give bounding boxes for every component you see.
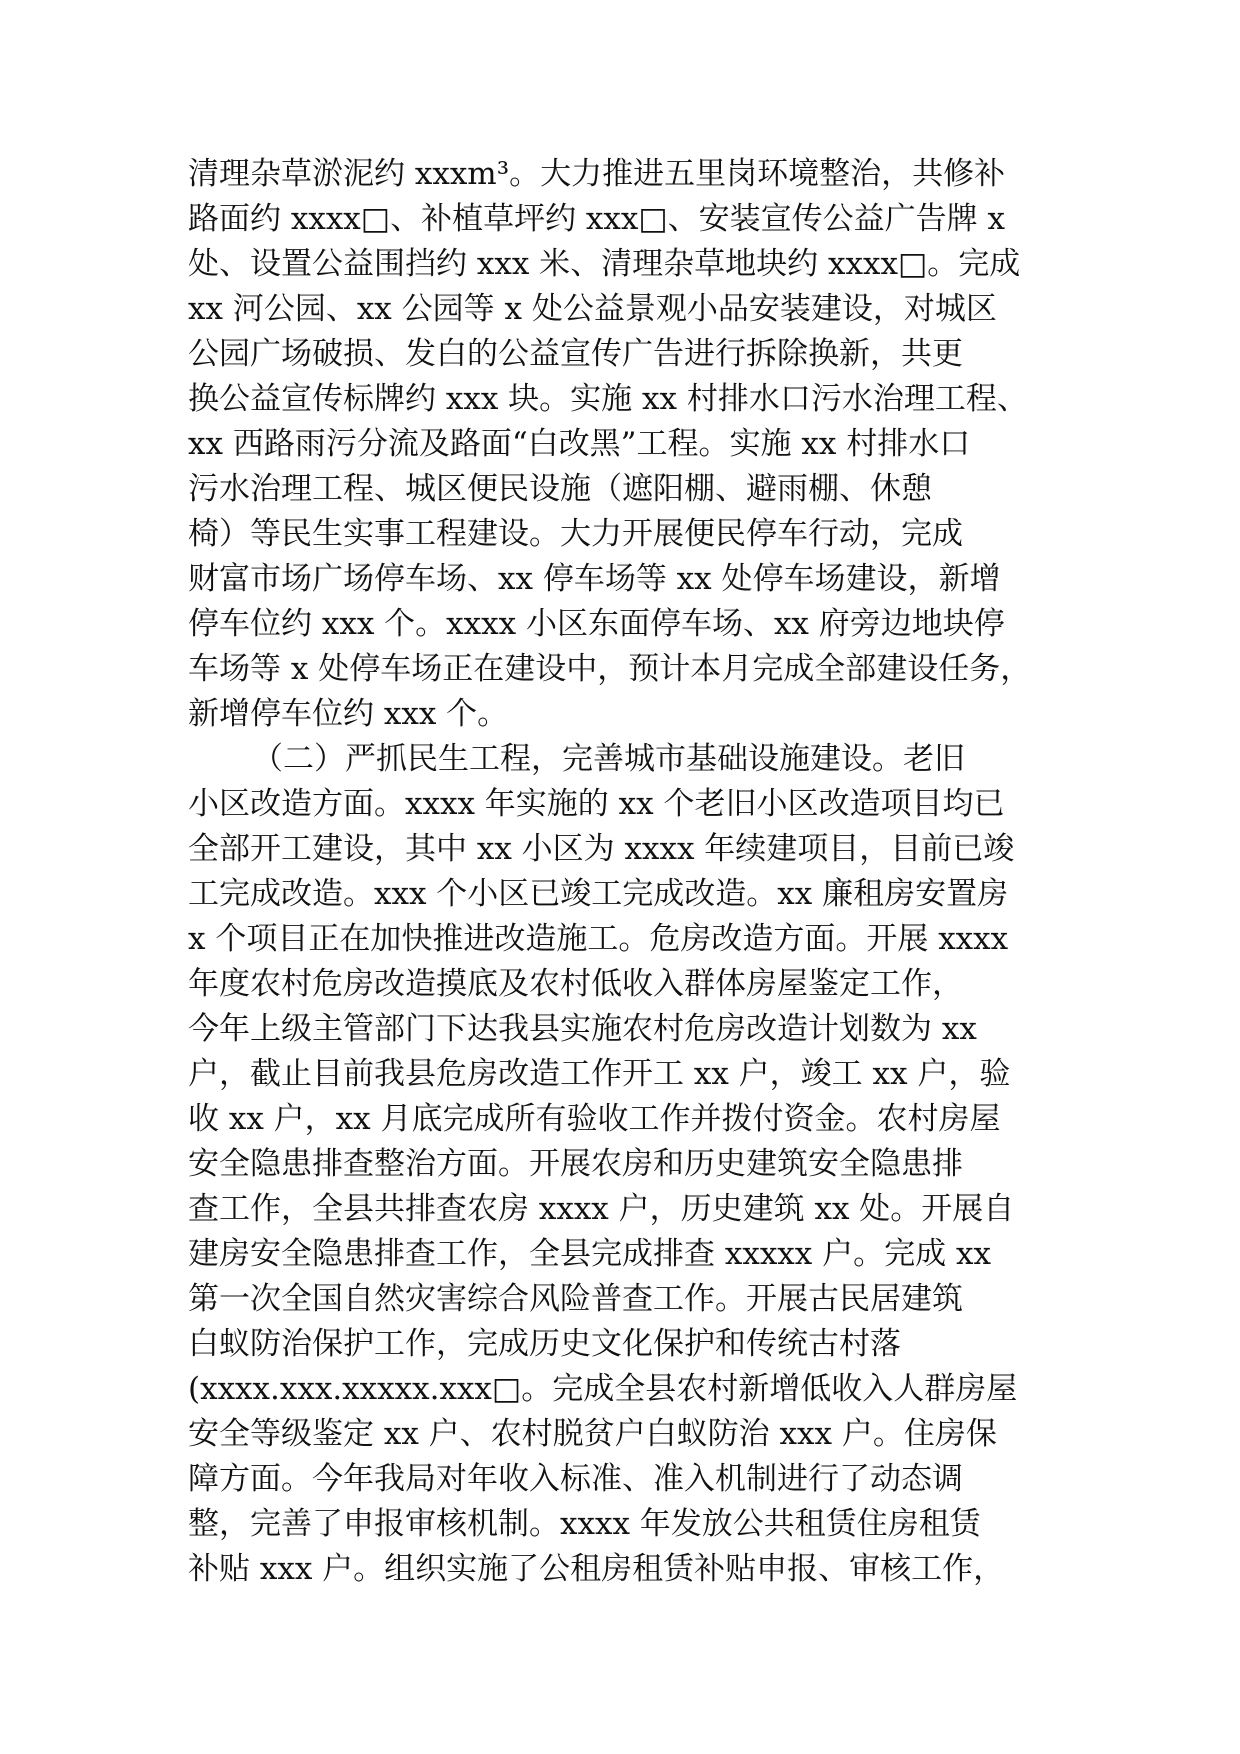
text-line: 车场等 x 处停车场正在建设中，预计本月完成全部建设任务， xyxy=(188,651,1032,687)
text-line: 财富市场广场停车场、xx 停车场等 xx 处停车场建设，新增 xyxy=(188,561,1001,597)
body-text xyxy=(188,152,1068,1592)
text-line: 污水治理工程、城区便民设施（遮阳棚、避雨棚、休憩 xyxy=(188,471,932,507)
text-line: 整，完善了申报审核机制。xxxx 年发放公共租赁住房租赁 xyxy=(188,1506,981,1542)
text-line: x 个项目正在加快推进改造施工。危房改造方面。开展 xxxx xyxy=(188,921,1009,957)
section-heading-line: （二）严抓民生工程，完善城市基础设施建设。老旧 xyxy=(252,741,965,777)
text-line: 安全等级鉴定 xx 户、农村脱贫户白蚁防治 xxx 户。住房保 xyxy=(188,1416,997,1452)
text-line: 白蚁防治保护工作，完成历史文化保护和传统古村落 xyxy=(188,1326,901,1362)
text-line: xx 河公园、xx 公园等 x 处公益景观小品安装建设，对城区 xyxy=(188,291,997,327)
text-line: 工完成改造。xxx 个小区已竣工完成改造。xx 廉租房安置房 xyxy=(188,876,1009,912)
text-line: 椅）等民生实事工程建设。大力开展便民停车行动，完成 xyxy=(188,516,963,552)
text-line: 小区改造方面。xxxx 年实施的 xx 个老旧小区改造项目均已 xyxy=(188,786,1005,822)
text-line: (xxxx.xxx.xxxxx.xxx□。完成全县农村新增低收入人群房屋 xyxy=(188,1371,1018,1407)
text-line: 全部开工建设，其中 xx 小区为 xxxx 年续建项目，目前已竣 xyxy=(188,831,1015,867)
text-line: xx 西路雨污分流及路面“白改黑”工程。实施 xx 村排水口 xyxy=(188,426,971,462)
text-line: 新增停车位约 xxx 个。 xyxy=(188,696,509,732)
text-line: 年度农村危房改造摸底及农村低收入群体房屋鉴定工作， xyxy=(188,966,963,1002)
text-line: 清理杂草淤泥约 xxxm³。大力推进五里岗环境整治，共修补 xyxy=(188,156,1006,192)
text-line: 户，截止目前我县危房改造工作开工 xx 户，竣工 xx 户，验 xyxy=(188,1056,1011,1092)
text-line: 障方面。今年我局对年收入标准、准入机制进行了动态调 xyxy=(188,1461,963,1497)
text-line: 第一次全国自然灾害综合风险普查工作。开展古民居建筑 xyxy=(188,1281,963,1317)
text-line: 建房安全隐患排查工作，全县完成排查 xxxxx 户。完成 xx xyxy=(188,1236,991,1272)
text-line: 补贴 xxx 户。组织实施了公租房租赁补贴申报、审核工作， xyxy=(188,1551,1005,1587)
text-line: 收 xx 户，xx 月底完成所有验收工作并拨付资金。农村房屋 xyxy=(188,1101,1001,1137)
text-line: 公园广场破损、发白的公益宣传广告进行拆除换新，共更 xyxy=(188,336,963,372)
text-line: 今年上级主管部门下达我县实施农村危房改造计划数为 xx xyxy=(188,1011,977,1047)
text-line: 换公益宣传标牌约 xxx 块。实施 xx 村排水口污水治理工程、 xyxy=(188,381,1028,417)
text-line: 查工作，全县共排查农房 xxxx 户，历史建筑 xx 处。开展自 xyxy=(188,1191,1015,1227)
text-line: 停车位约 xxx 个。xxxx 小区东面停车场、xx 府旁边地块停 xyxy=(188,606,1005,642)
text-line: 路面约 xxxx□、补植草坪约 xxx□、安装宣传公益广告牌 x xyxy=(188,201,1006,237)
text-line: 处、设置公益围挡约 xxx 米、清理杂草地块约 xxxx□。完成 xyxy=(188,246,1021,282)
text-line: 安全隐患排查整治方面。开展农房和历史建筑安全隐患排 xyxy=(188,1146,963,1182)
